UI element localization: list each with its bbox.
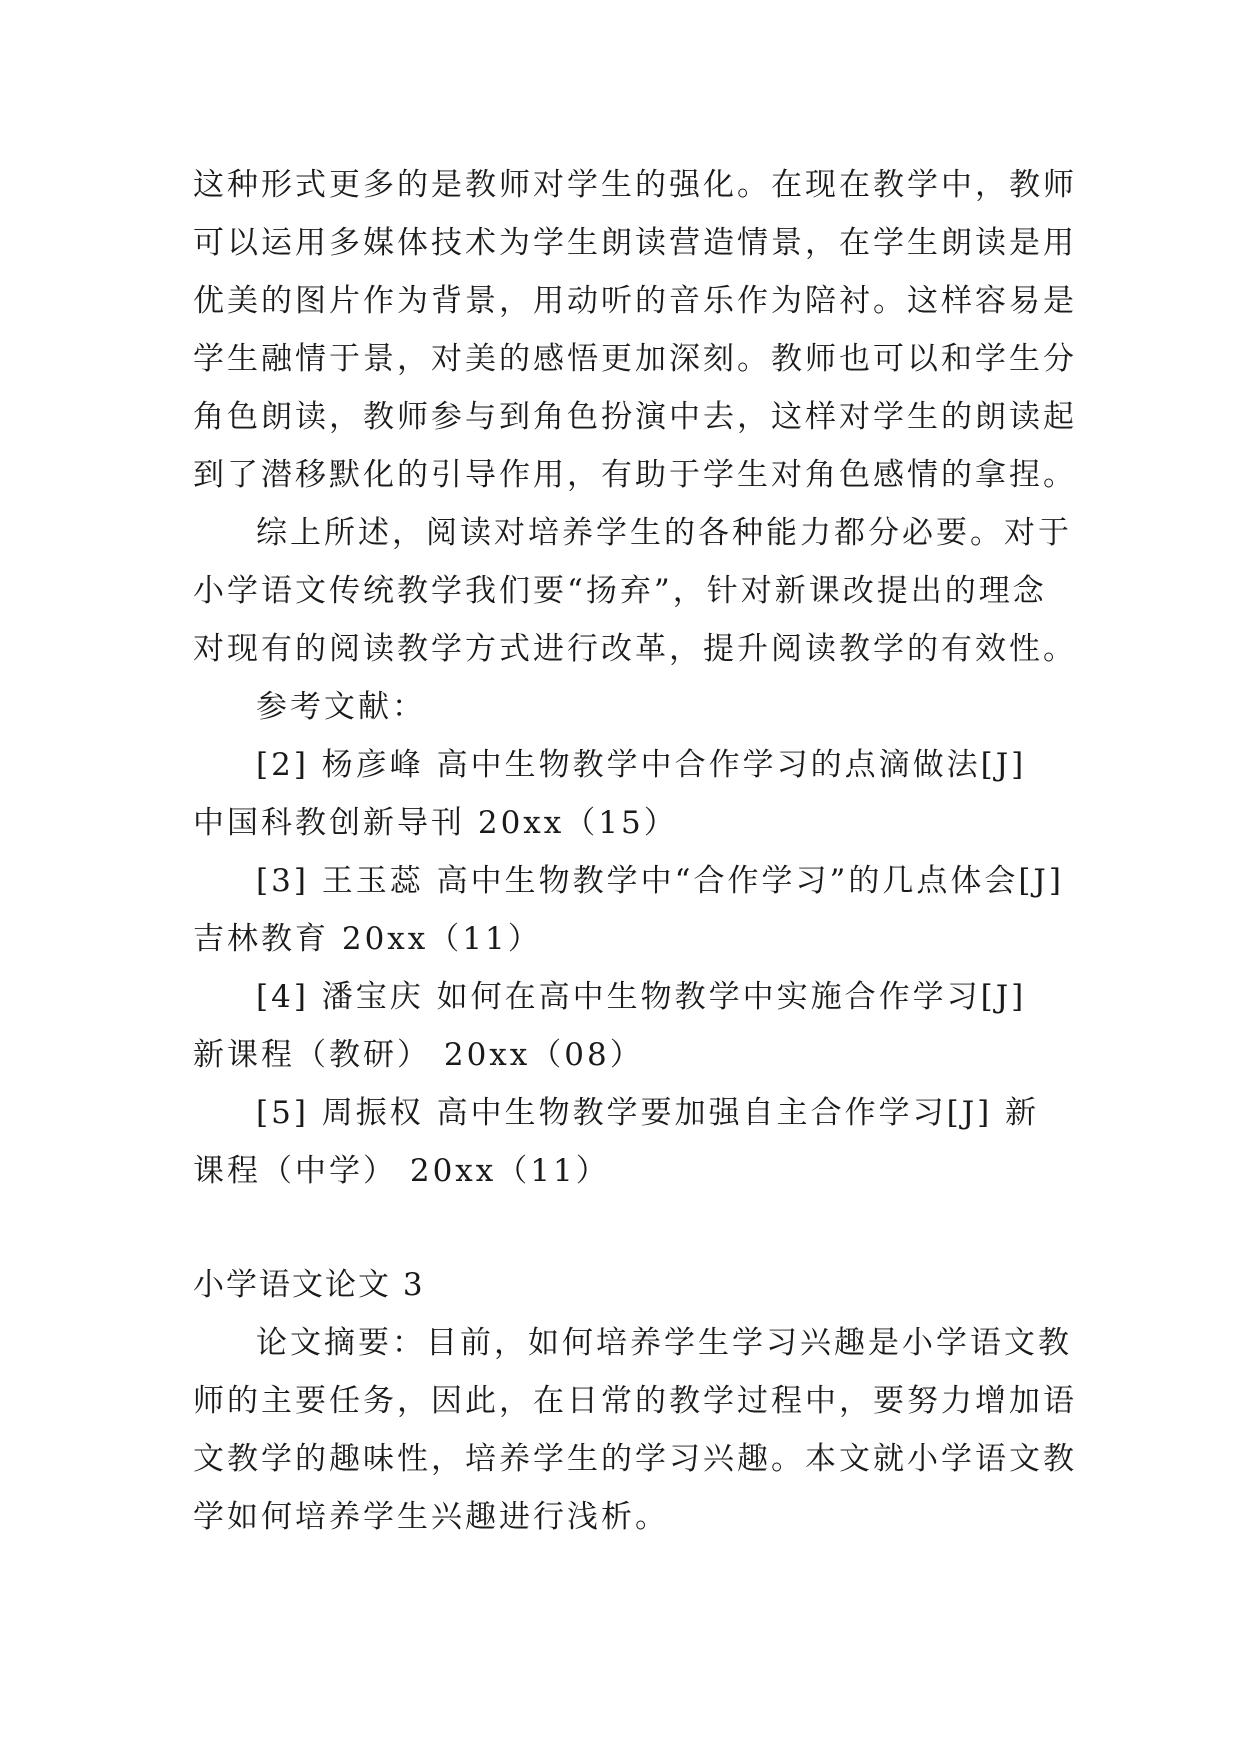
paragraph-1-line-5: 角色朗读，教师参与到角色扮演中去，这样对学生的朗读起 [193,399,1077,435]
reference-4-line-1: [4] 潘宝庆 如何在高中生物教学中实施合作学习[J] [256,979,1027,1015]
reference-4-line-2: 新课程（教研） 20xx（08） [193,1037,644,1073]
abstract-line-3: 文教学的趣味性，培养学生的学习兴趣。本文就小学语文教 [193,1441,1077,1477]
paragraph-1-line-2: 可以运用多媒体技术为学生朗读营造情景，在学生朗读是用 [193,225,1077,261]
paragraph-1-line-6: 到了潜移默化的引导作用，有助于学生对角色感情的拿捏。 [193,457,1077,493]
abstract-line-4: 学如何培养学生兴趣进行浅析。 [193,1499,669,1535]
reference-2-line-2: 中国科教创新导刊 20xx（15） [193,805,678,841]
paragraph-2-line-3: 对现有的阅读教学方式进行改革，提升阅读教学的有效性。 [193,631,1077,667]
paragraph-2-line-1: 综上所述，阅读对培养学生的各种能力都分必要。对于 [256,515,1072,551]
reference-5-line-2: 课程（中学） 20xx（11） [193,1153,610,1189]
references-heading: 参考文献： [256,689,426,725]
reference-5-line-1: [5] 周振权 高中生物教学要加强自主合作学习[J] 新 [256,1095,1040,1131]
paragraph-1-line-1: 这种形式更多的是教师对学生的强化。在现在教学中，教师 [193,167,1077,203]
abstract-line-1: 论文摘要：目前，如何培养学生学习兴趣是小学语文教 [256,1325,1072,1361]
reference-3-line-2: 吉林教育 20xx（11） [193,921,542,957]
paragraph-2-line-2: 小学语文传统教学我们要“扬弃”，针对新课改提出的理念 [193,573,1047,609]
reference-2-line-1: [2] 杨彦峰 高中生物教学中合作学习的点滴做法[J] [256,747,1027,783]
section-title: 小学语文论文 3 [193,1267,425,1303]
reference-3-line-1: [3] 王玉蕊 高中生物教学中“合作学习”的几点体会[J] [256,863,1064,899]
paragraph-1-line-4: 学生融情于景，对美的感悟更加深刻。教师也可以和学生分 [193,341,1077,377]
paragraph-1-line-3: 优美的图片作为背景，用动听的音乐作为陪衬。这样容易是 [193,283,1077,319]
abstract-line-2: 师的主要任务，因此，在日常的教学过程中，要努力增加语 [193,1383,1077,1419]
